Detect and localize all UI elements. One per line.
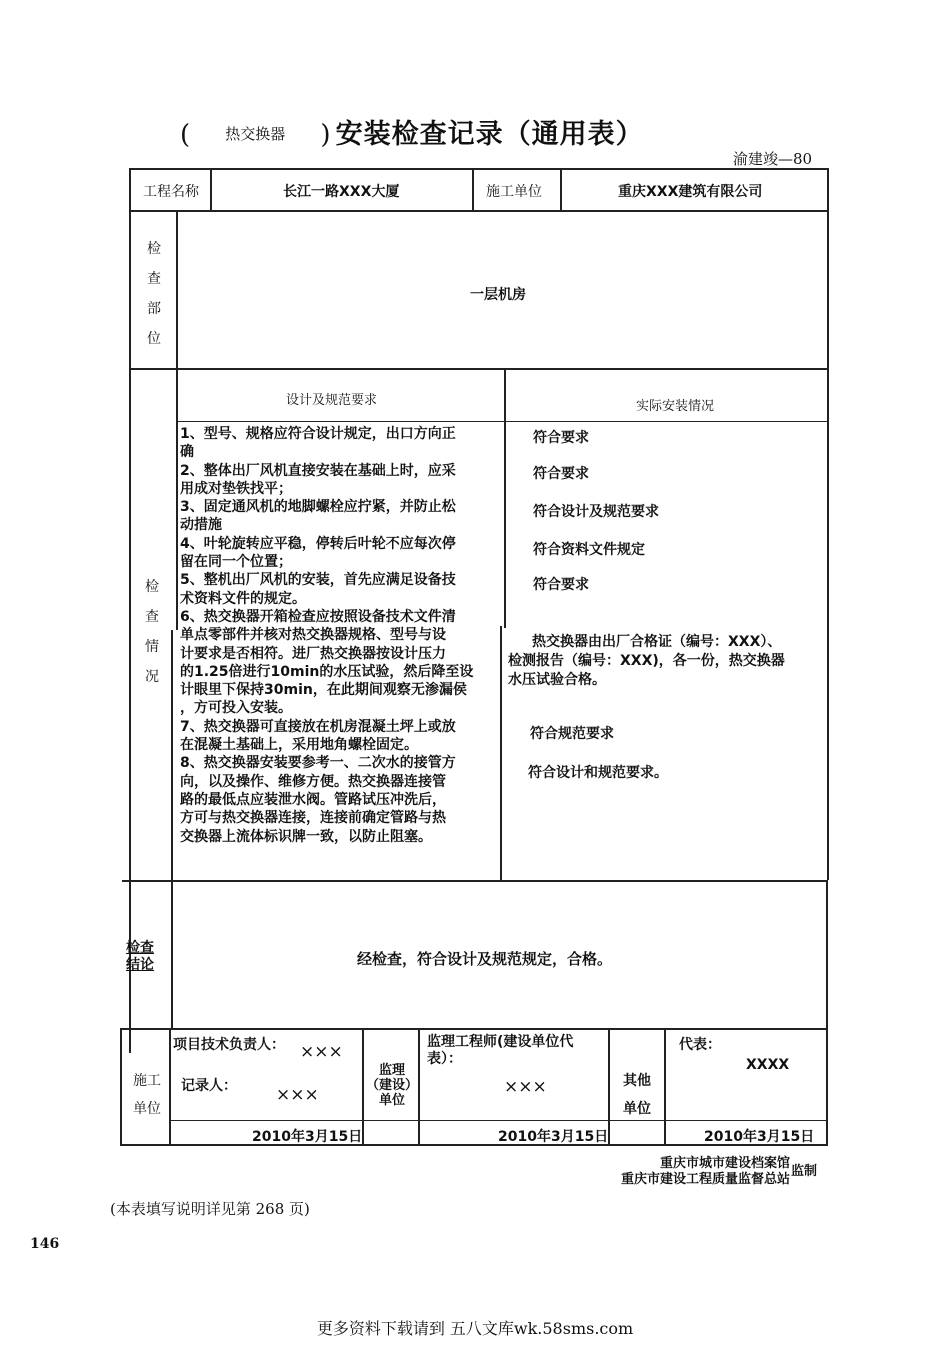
actual-item-5: 符合要求: [533, 577, 589, 593]
actual-item-8: 符合设计和规范要求。: [528, 765, 668, 781]
requirement-line: 向，以及操作、维修方便。热交换器连接管: [180, 773, 446, 790]
location-label-char: 位: [147, 331, 161, 347]
recorder-label: 记录人：: [181, 1078, 237, 1094]
requirement-line: 1、型号、规格应符合设计规定，出口方向正: [180, 426, 456, 442]
label-col-divider-2b: [171, 630, 173, 882]
sig-col-divider-4: [664, 1028, 666, 1146]
col-divider-2: [472, 168, 474, 211]
requirement-line: 4、叶轮旋转应平稳，停转后叶轮不应每次停: [180, 535, 456, 552]
label-col-divider-1: [176, 210, 178, 370]
requirement-line: 用成对垫铁找平；: [180, 480, 292, 497]
title-subject: 热交换器: [225, 125, 286, 143]
conclusion-value: 经检查，符合设计及规范规定，合格。: [357, 950, 613, 968]
location-value: 一层机房: [470, 287, 526, 303]
actual-item-6-line-1: 热交换器由出厂合格证（编号：XXX）、: [532, 634, 782, 650]
requirements-header: 设计及规范要求: [286, 393, 378, 408]
form-title: [180, 112, 800, 152]
title-open-paren: (: [180, 120, 191, 150]
other-unit-label: [623, 1067, 651, 1123]
table-border-left-upper: [129, 168, 131, 1053]
representative-value: XXXX: [746, 1057, 790, 1073]
requirement-line: 在混凝土基础上，采用地角螺栓固定。: [180, 737, 418, 754]
requirement-line: 7、热交换器可直接放在机房混凝土坪上或放: [180, 718, 456, 735]
col-divider-1: [210, 168, 212, 211]
construction-unit-sig-label: [133, 1067, 161, 1123]
requirement-line: 5、整机出厂风机的安装，首先应满足设备技: [180, 572, 456, 589]
requirement-line: 确: [180, 444, 194, 461]
requirement-line: 单点零部件并核对热交换器规格、型号与设: [180, 627, 446, 644]
location-label-char: 部: [147, 301, 161, 317]
supervising-engineer-value: ×××: [504, 1077, 547, 1097]
label-col-divider-2a: [176, 368, 178, 630]
conclusion-label-bottom: 结论: [126, 957, 154, 973]
inspection-mid-divider-b: [500, 626, 502, 882]
tech-lead-value: ×××: [300, 1042, 343, 1062]
issuer-suffix: 监制: [791, 1164, 818, 1179]
actual-item-7: 符合规范要求: [530, 726, 614, 742]
actual-header: 实际安装情况: [636, 399, 715, 414]
requirement-line: 路的最低点应装泄水阀。管路试压冲洗后，: [180, 791, 446, 808]
requirement-line: 计眼里下保持30min，在此期间观察无渗漏侯: [180, 682, 467, 699]
construction-label-line: 施工: [133, 1073, 161, 1089]
label-col-divider-4: [169, 1028, 171, 1146]
supervision-unit-label: [364, 1063, 420, 1108]
requirement-line: 交换器上流体标识牌一致，以防止阻塞。: [180, 828, 432, 845]
actual-item-2: 符合要求: [533, 466, 589, 482]
table-border-top: [129, 168, 829, 170]
conclusion-label: [126, 940, 154, 974]
conclusion-label-top: 检查: [126, 940, 154, 956]
issuer-block: [560, 1156, 790, 1188]
other-label-line: 单位: [623, 1101, 651, 1117]
requirement-line: 动措施: [180, 517, 222, 534]
inspection-label-char: 情: [145, 639, 159, 655]
requirement-line: ，方可投入安装。: [180, 700, 292, 717]
title-close-paren: ): [320, 120, 331, 150]
project-name-value: 长江一路XXX大厦: [283, 184, 400, 200]
table-border-left-lower: [120, 1028, 122, 1146]
recorder-value: ×××: [276, 1085, 319, 1105]
date-supervision: 2010年3月15日: [498, 1129, 609, 1145]
engineer-label-line: 表）：: [427, 1051, 462, 1067]
row-divider-4: [120, 1028, 828, 1030]
inspection-mid-divider-a: [504, 368, 506, 628]
table-border-right-upper: [827, 168, 829, 880]
requirement-line: 8、热交换器安装要参考一、二次水的接管方: [180, 755, 456, 772]
supervision-label-line: （建设）: [365, 1078, 418, 1093]
requirement-line: 留在同一个位置；: [180, 554, 292, 571]
requirements-list: [180, 425, 498, 846]
project-name-label: 工程名称: [143, 184, 199, 200]
requirement-line: 的1.25倍进行10min的水压试验，然后降至设: [180, 663, 474, 680]
col-divider-3: [560, 168, 562, 211]
date-construction: 2010年3月15日: [252, 1129, 363, 1145]
other-label-line: 其他: [623, 1073, 651, 1089]
row-divider-1: [129, 210, 829, 212]
actual-item-6-line-2: 检测报告（编号：XXX)，各一份，热交换器: [508, 653, 785, 669]
requirement-line: 6、热交换器开箱检查应按照设备技术文件清: [180, 608, 456, 625]
requirement-line: 3、固定通风机的地脚螺栓应拧紧，并防止松: [180, 499, 456, 516]
construction-unit-label: 施工单位: [486, 184, 542, 200]
label-col-divider-3: [171, 880, 173, 1030]
supervision-label-line: 单位: [378, 1093, 405, 1108]
actual-item-6-line-3: 水压试验合格。: [508, 672, 606, 688]
inspection-label: [142, 572, 162, 692]
location-label-char: 查: [147, 271, 161, 287]
date-row-divider: [170, 1120, 828, 1121]
representative-label: 代表：: [679, 1037, 721, 1053]
row-divider-3: [122, 880, 828, 882]
download-link-text[interactable]: 更多资料下载请到 五八文库wk.58sms.com: [316, 1319, 634, 1338]
requirement-line: 计要求是否相符。进厂热交换器按设计压力: [180, 645, 446, 662]
requirement-line: 方可与热交换器连接，连接前确定管路与热: [180, 810, 446, 827]
row-divider-2: [129, 368, 829, 370]
actual-item-4: 符合资料文件规定: [533, 542, 645, 558]
location-label-char: 检: [147, 241, 161, 257]
sig-col-divider-3: [608, 1028, 610, 1146]
engineer-label-line: 监理工程师(建设单位代: [427, 1034, 574, 1050]
issuer-line-1: 重庆市城市建设档案馆: [659, 1156, 790, 1171]
header-divider: [178, 421, 828, 422]
construction-label-line: 单位: [133, 1101, 161, 1117]
inspection-label-char: 查: [145, 609, 159, 625]
supervision-label-line: 监理: [378, 1063, 405, 1078]
title-main: 安装检查记录（通用表）: [335, 119, 644, 150]
issuer-line-2: 重庆市建设工程质量监督总站: [620, 1172, 790, 1187]
requirement-line: 2、整体出厂风机直接安装在基础上时，应采: [180, 462, 456, 479]
fill-instructions-note: (本表填写说明详见第 268 页): [110, 1200, 310, 1218]
date-other: 2010年3月15日: [704, 1129, 815, 1145]
supervising-engineer-label: [427, 1034, 573, 1068]
actual-item-1: 符合要求: [533, 430, 589, 446]
tech-lead-label: 项目技术负责人：: [173, 1037, 285, 1053]
requirement-line: 术资料文件的规定。: [180, 590, 306, 607]
form-code: 渝建竣—80: [733, 150, 813, 168]
location-label: [144, 234, 164, 354]
table-border-right-lower: [826, 880, 828, 1145]
inspection-label-char: 况: [145, 669, 159, 685]
construction-unit-value: 重庆XXX建筑有限公司: [618, 184, 763, 200]
actual-item-3: 符合设计及规范要求: [533, 504, 659, 520]
page-number: 146: [30, 1236, 60, 1252]
inspection-label-char: 检: [145, 579, 159, 595]
